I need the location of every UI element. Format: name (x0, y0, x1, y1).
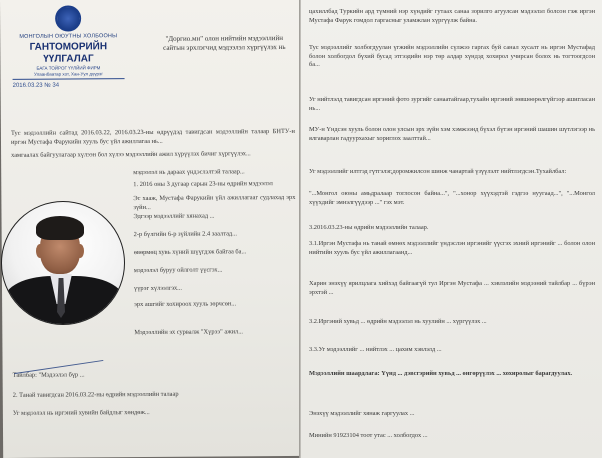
body-paragraph: өвөрмөц хувь хүний шүүгдэж байгаа ба... (133, 248, 247, 257)
body-paragraph: Эдгээр мэдээллийг хянахад ... (133, 212, 215, 221)
addressee-block: "Доргио.мн" олон нийтийн мэдээллийн сайтын эрхлэгчид мэдээлэл хүргүүлэх нь (163, 34, 286, 52)
body-paragraph: Минийн 91923104 тоот утас ... холбогдох ... (309, 432, 428, 439)
body-paragraph: "...Монгол оюны амьдралаар тоглосон байна...", "...хонор хүүхэдтэй гэдгээ нуугаад...", "...Монгол хүүхдийг эмнэлгүүдээр ..." гэх мэт. (309, 190, 595, 206)
portrait-photo (1, 201, 125, 325)
reference-number: 2016.03.23 № 34 (12, 82, 60, 89)
body-paragraph: эрх ашгийг хохироох хууль зөрчсөн... (134, 300, 237, 309)
body-paragraph: цахиллбад Туркийн ард түмний нэр хүндийг гутаах санаа зорилго агуулсан мэдээлэл болсон гэж иргэн Мустафа Фарук гомдол гаргасныг уламжлан хүргүүлж байна. (309, 8, 595, 24)
body-paragraph: Тус мэдээллийн сайтад 2016.03.22, 2016.03.23-ны өдрүүдэд тавигдсан мэдээллийн талаар БНТУ-н иргэн Мустафа Фарукийн хууль бус үйл ажиллагаа нь... (10, 127, 295, 146)
body-paragraph: 3.1.Иргэн Мустафа нь танай өмнөх мэдээллийг үндэслэн иргэнийг үүсгэх эхний иргэнийг ... болон олон нийтийн хууль бус үйл ажиллагаанд... (309, 240, 595, 256)
right-letter-page (301, 0, 602, 458)
body-paragraph: Энэхүү мэдээллийг хянаж гаргуулах ... (309, 410, 415, 417)
body-paragraph: Эс хааж, Мустафа Фарукийн үйл ажиллагааг судлахад эрх зүйн... (133, 193, 296, 211)
body-paragraph: МУ-н Үндсэн хууль болон олон улсын эрх зүйн хэм хэмжээнд бүхэл бүтэн иргэний шашин шүтлэгээр нь ялгаварлан гадуурхахыг хориглох заалттай... (309, 126, 595, 142)
body-paragraph: Уг мэдээллийг илтгэд гүтгэлэг,доромжилсон шинж чанартай үзүүлэлт нийтлэгдсэн.Тухайлбал: (309, 168, 567, 175)
body-paragraph: Уг нийтлэлд тавигдсан иргэний фото зургийг санаатайгаар,тухайн иргэний зөвшөөрөлгүйгээр ашигласан нь... (309, 96, 595, 112)
body-paragraph: Мэдээллийн эх сурвалж "Хүрээ" ажил... (134, 328, 244, 337)
handwritten-signature (12, 343, 104, 374)
body-paragraph: 3.3.Уг мэдээллийг ... нийтлэх ... цахим хэвлэлд ... (309, 346, 442, 353)
section-heading: 3.2016.03.23-ны өдрийн мэдээллийн талаар. (309, 224, 429, 231)
requirements-paragraph: Мэдээллийн шаардлага: Үүнд ... дэвсгэрийн хувьд ... өнгөрүүлэх ... хохиролыг барагдуулах. (309, 370, 573, 377)
letterhead-line1: МОНГОЛЫН ОЮУТНЫ ХОЛБООНЫ (19, 33, 118, 40)
body-paragraph: Уг мэдээлэл нь иргэний хувийн байдлыг хөндөж... (12, 408, 150, 417)
body-paragraph: хамгаалах байгуулагаар хүлээн бол хүлээ мэдээллийн ажил хүрүүлэх бичиг хүргүүлэх... (11, 150, 251, 159)
body-paragraph: Харин энэхүү ярилцлага хийхэд байгаагүй тул Иргэн Мустафа ... хэвлэлийн мэдээний тайлбар ... бүрэн эрхтэй ... (309, 280, 595, 296)
section-heading: 2. Танай тавигдсан 2016.03.22-ны өдрийн мэдээллийн талаар (12, 390, 179, 399)
letterhead-divider (13, 78, 125, 80)
body-paragraph: мэдээлэл нь дараах үндэслэлтэй талаар... (133, 168, 245, 177)
body-paragraph: үүрэг хүлээлгэх... (133, 284, 182, 293)
body-paragraph: Тус мэдээллийг холбогдуулан үгжийн мэдээллийн сүлжээ гаргах буй санал хусалт нь иргэн Мустафад болон холбогдол бүхий бусад этгээдийн нэр төр алдар хүндэд хохирол учирсан болох нь тогтоогдсон ба... (309, 44, 595, 69)
body-paragraph: 2-р бүлгийн 6-р зүйлийн 2.4 заалтад... (133, 230, 237, 239)
body-paragraph: 3.2.Иргэний хувьд ... өдрийн мэдээлэл нь хуулийн ... хүргүүлэх ... (309, 318, 487, 325)
organization-address: Улаанбаатар хот, Хан-Уул дүүрэг (34, 70, 104, 77)
emblem-icon (55, 5, 81, 31)
letterhead (8, 5, 129, 89)
body-paragraph: 1. 2016 оны 3 дугаар сарын 23-ны өдрийн мэдээлэл (133, 180, 273, 189)
organization-name: ГАНТОМОРИЙН ҮҮЛГАЛАГ (29, 41, 108, 65)
body-paragraph: Тайлбар: "Мэдээлэл бүр ... (12, 371, 85, 379)
hair-shape (36, 216, 84, 240)
body-paragraph: мэдээлэл буруу ойлголт үүсгэх... (133, 266, 223, 275)
organization-sub: БАГА ТОЙРОГ ҮҮЛЙИЙ ФИРМ (36, 65, 101, 71)
